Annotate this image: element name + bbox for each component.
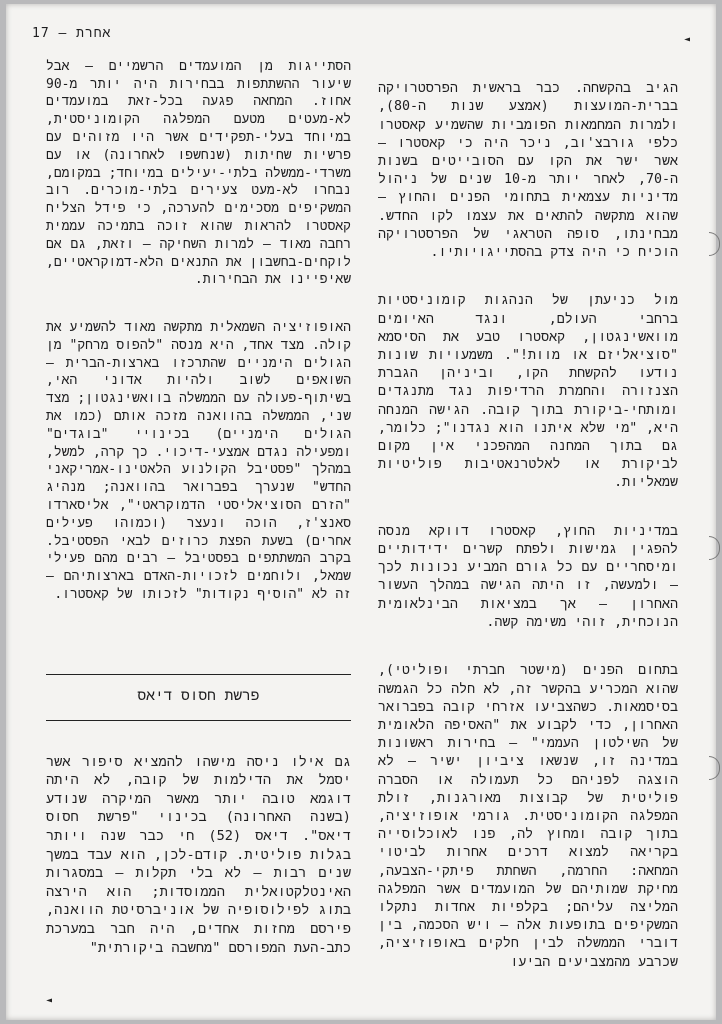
page-header [32,26,111,41]
left-column-continued [46,734,351,988]
top-marker-arrow-icon: ◄ [683,34,690,45]
binder-ring-icon [709,232,720,256]
paragraph: במדיניות החוץ, קאסטרו דווקא מנסה להפגין גמישות ולפתח קשרים ידידותיים ומיסחריים עם כל גורם המביע נכונות לכך – ולמעשה, זו היתה הגישה במהלך העשור האחרון – אך במציאות הבינלאומית הנוכחית, זוהי משימה קשה. [378,523,678,630]
paragraph: גם אילו ניסה מישהו להמציא סיפור אשר יסמל את הדילמות של קובה, לא היתה דוגמא טובה יותר מאשר המיקרה שנודע (בשנה האחרונה) בכינוי "פרשת חסוס דיאס". דיאס (52) חי כבר שנה ויותר בגלות פוליטית. קודם-לכן, הוא עבד במשך שנים רבות – לא בלי תקלות – במסגרות האינטלקטואלית הממוסדות; הוא הירצה בתוג לפילוסופיה של אוניברסיטת הוואנה, פירסם מחזות אחדים, היה חבר במערכת כתב-העת המפורסם "מחשבה ביקורתית" [46,753,351,956]
paragraph: הגיב בהקשחה. כבר בראשית הפרסטרויקה בברית-המועצות (אמצע שנות ה-80), ולמרות המחמאות הפומביות שהשמיע קאסטרו כלפי גורבצ'וב, ניכר היה כי קאסטרו – אשר ישר את הקו עם הסובייטים בשנות ה-70, לאחר יותר מ-10 שנים של ניהול מדיניות עצמאית בתחומי הפנים והחוץ – שהוא מתקשה להתאים את עצמו לקו החדש. מבחינתו, סופה הטראגי של הפרסטרויקה הוכיח כי היה צדק בהסתייגויותיו. [378,81,679,261]
section-title: פרשת חסוס דיאס [137,688,260,704]
binder-ring-icon [709,756,720,780]
page-number: 17 [32,26,50,41]
left-column [46,40,351,634]
section-divider [46,674,351,675]
section-divider [46,720,351,721]
bottom-marker-arrow-icon: ◄ [46,995,53,1006]
document-page [6,4,716,1020]
paragraph: האופוזיציה השמאלית מתקשה מאוד להשמיע את קולה. מצד אחד, היא מנסה "להפוס מרחק" מן הגולים הימניים שהתרכזו בארצות-הברית – השואפים לשוב ולהיות אדוני האי, בשיתוף-פעולה עם הממשלה בוואשינגטון; מצד שני, הממשלה בהוואנה מזכה אותם (כמו את הגולים הימניים) בכינויי "בוגדים" ומפעילה נגדם אמצעי-דיכוי. כך קרה, למשל, במהלך "פסטיבל הקולנוע הלאטינו-אמריקאני החדש" שנערך בפברואר בהוואנה; מנהיג "הזרם הסוציאליסטי הדמוקראטי", אליסארדו סאנצ'ז, הוכה ונעצר (וכמוהו פעילים אחרים) בשעת הפצת כרוזים לבאי הפסטיבל. בקרב המשתתפים בפסטיבל – רבים מהם פעילי שמאל, ולוחמים לזכויות-האדם בארצותיהם – זה לא "הוסיף נקודות" לזכותו של קאסטרו. [46,319,351,602]
header-title: אחרת [76,26,112,41]
binder-ring-icon [709,536,720,560]
paragraph: מול כניעתן של הנהגות קומוניסטיות ברחבי העולם, ונגד האיומים מוואשינגטון, קאסטרו טבע את הסיסמא "סוציאליזם או מוות!". משמעויות שונות נודעו להקשחת הקו, וביניהן הגברת הצנזורה והחמרת הרדיפות נגד מתנגדים ומותחי-ביקורת בתוך קובה. הגישה המנחה היא, "מי שלא איתנו הוא נגדנו"; כלומר, גם בתוך המחנה המהפכני אין מקום לביקורת או לאלטרנאטיבות פוליטיות שמאליות. [378,293,678,491]
header-separator: – [58,26,68,41]
paragraph: בתחום הפנים (מישטר חברתי ופוליטי), שהוא המכריע בהקשר זה, לא חלה כל הגמשה בסיסמאות. כשהצביעו אזרחי קובה בפברואר האחרון, כדי לקבוע את "האסיפה הלאומית של השילטון העממי" – בחירות ראשונות במדינה זו, שנשאו ציביון ישיר – לא הוצגה לפניהם כל תעמולה או הסברה פוליטית של קבוצות מאורגנות, זולת המפלגה הקומוניסטית. גורמי אופוזיציה, בתוך קובה ומחוץ לה, פנו לאוכלוסייה בקריאה למצוא דרכים אחרות לביטוי המחאה: החרמה, השחתת פיתקי-הצבעה, מחיקת שמותיהם של המועמדים אשר המפלגה המליצה עליהם; בקלפיות אחדות נתקלו המשקיפים בתופעות אלה – ויש הסכמה, בין דוברי הממשלה לבין חלקים באופוזיציה, שכרבע מהמצביעים הביעו [378,663,678,970]
right-column [378,62,678,1002]
paragraph: הסתייגות מן המועמדים הרשמיים – אבל שיעור ההשתתפות בבחירות היה יותר מ-90 אחוז. המחאה פגעה בכל-זאת במועמדים לא-מעטים מטעם המפלגה הקומוניסטית, במיוחד בעלי-תפקידים אשר היו מזוהים עם פרשיות שחיתות (שנחשפו לאחרונה) או עם משרדי-ממשלה בלתי-יעילים במיוחד; במקומם, נבחרו לא-מעט צעירים בלתי-מוכרים. רוב המשקיפים מסכימים להערכה, כי פידל הצליח קאסטרו להראות שהוא זוכה בתמיכה עממית רחבה מאוד – למרות השחיקה – וזאת, גם אם לוקחים-בחשבון את התנאים הלא-דמוקראטיים, שאיפיינו את הבחירות. [46,58,351,288]
